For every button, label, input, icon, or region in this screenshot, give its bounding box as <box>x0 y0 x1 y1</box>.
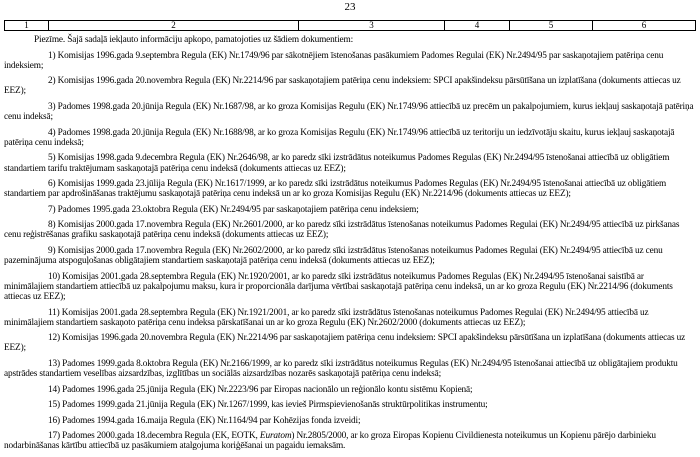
list-item: 4) Padomes 1998.gada 20.jūnija Regula (EK) Nr.1688/98, ar ko groza Komisijas Regulu (EK) Nr.1749/96 attiecībā uz teritoriju un iedzīvotāju skaitu, kurus iekļauj saskaņotajā patēriņa cenu indeksā; <box>4 127 675 148</box>
note-intro: Piezīme. Šajā sadaļā iekļauto informāciju apkopo, pamatojoties uz šādiem dokumentiem: <box>34 35 354 45</box>
list-item: 3) Padomes 1998.gada 20.jūnija Regula (EK) Nr.1687/98, ar ko groza Komisijas Regulu (EK) Nr.1749/96 attiecībā uz precēm un pakalpojumiem, kurus iekļauj saskaņotajā patēriņa cenu indeksā; <box>4 101 694 123</box>
note-body <box>4 35 694 457</box>
column-header: 6 <box>641 20 647 30</box>
list-item: 5) Komisijas 1998.gada 9.decembra Regula (EK) Nr.2646/98, ar ko paredz sīki izstrādātus noteikumus Padomes Regulas (EK) Nr.2494/95 īstenošanai attiecībā uz obligātiem standartiem tarifu traktējumam saskaņotajā patēriņa cenu indeksā (dokuments attiecas uz EEZ); <box>4 153 670 174</box>
column-header: 4 <box>445 21 510 30</box>
list-item: 9) Komisijas 2000.gada 17.novembra Regula (EK) Nr.2602/2000, ar ko paredz sīki izstrādātus īstenošanas noteikumus Padomes Regulai (EK) Nr.2494/95 attiecībā uz cenu pazeminājuma atspoguļošanas obligātajiem standartiem saskaņotajā patēriņa cenu indeksā (dokuments attiecas uz EEZ); <box>4 245 663 267</box>
list-item: 7) Padomes 1995.gada 23.oktobra Regula (EK) Nr.2494/95 par saskaņotajiem patēriņa cenu indeksiem; <box>48 204 419 215</box>
document-list <box>4 51 694 426</box>
list-item: 11) Komisijas 2001.gada 28.septembra Regula (EK) Nr.1921/2001, ar ko paredz sīki izstrādātus īstenošanas noteikumus Padomes Regulai (EK) Nr.2494/95 attiecībā uz minimālajiem standartiem saskaņoto patēriņa cenu indeksa pārskatīšanai un ar ko groza Regulu (EK) Nr.2602/2000 (dokuments attiecas uz EEZ); <box>4 307 649 328</box>
list-item: 15) Padomes 1999.gada 21.jūnija Regula (EK) Nr.1267/1999, kas ievieš Pirmspievienošanās struktūrpolitikas instrumentu; <box>48 400 488 411</box>
list-item-text: ) Nr.2805/2000, ar ko groza Eiropas Kopienu Civildienesta noteikumus un Kopienu pārējo darbinieku nodarbināšanas kārtību attiecībā uz pasākumiem atalgojuma koriģēšanai un pagaidu iemaksām. <box>4 431 656 452</box>
list-item: 16) Padomes 1994.gada 16.maija Regula (EK) Nr.1164/94 par Kohēzijas fonda izveidi; <box>48 415 361 426</box>
list-item: 2) Komisijas 1996.gada 20.novembra Regula (EK) Nr.2214/96 par saskaņotajiem patēriņa cenu indeksiem: SPCI apakšindeksu pārsūtīšana un izplatīšana (dokuments attiecas uz EEZ); <box>4 76 681 97</box>
page-number: 23 <box>344 1 356 13</box>
column-header: 2 <box>49 21 299 30</box>
list-item: 10) Komisijas 2001.gada 28.septembra Regula (EK) Nr.1920/2001, ar ko paredz sīki izstrādātus noteikumus Padomes Regulas (EK) Nr.2494/95 īstenošanai saistībā ar minimālajiem standartiem attiecībā uz pakalpojumu maksu, kura ir proporcionāla darījuma vērtībai saskaņotajā patēriņa cenu indeksā, un ar ko groza Regulu (EK) Nr.2214/96 (dokuments attiecas uz EEZ); <box>4 271 673 303</box>
column-header: 5 <box>510 21 593 30</box>
table-header-row <box>4 20 696 31</box>
column-header: 3 <box>299 21 445 30</box>
list-item <box>4 431 694 451</box>
list-item: 6) Komisijas 1999.gada 23.jūlija Regula (EK) Nr.1617/1999, ar ko paredz sīki izstrādātus noteikumus Padomes Regulas (EK) Nr.2494/95 īstenošanai attiecībā uz obligātiem standartiem par apdrošināšanas traktējumu saskaņotajā patēriņa cenu indeksā un ar ko groza Komisijas Regulu (EK) Nr.2214/96 (dokuments attiecas uz EEZ); <box>4 179 667 200</box>
list-item: 8) Komisijas 2000.gada 17.novembra Regula (EK) Nr.2601/2000, ar ko paredz sīki izstrādātus īstenošanas noteikumus Padomes Regulai (EK) Nr.2494/95 attiecībā uz pirkšanas cenu reģistrēšanas grafiku saskaņotajā patēriņa cenu indeksā (dokuments attiecas uz EEZ); <box>4 220 680 241</box>
list-item: 13) Padomes 1999.gada 8.oktobra Regula (EK) Nr.2166/1999, ar ko paredz sīki izstrādātus noteikumus Regulas (EK) Nr.2494/95 īstenošanai attiecībā uz obligātajiem produktu apstrādes standartiem veselības aizsardzības, izglītības un sociālās aizsardzības nozarēs saskaņotajā patēriņa cenu indeksā; <box>4 358 678 380</box>
list-item-text: 17) Padomes 2000.gada 18.decembra Regula (EK, EOTK, <box>48 431 260 442</box>
list-item: 1) Komisijas 1996.gada 9.septembra Regula (EK) Nr.1749/96 par sākotnējiem īstenošanas pasākumiem Padomes Regulai (EK) Nr.2494/95 par saskaņotajiem patēriņa cenu indeksiem; <box>4 50 664 71</box>
list-item: 12) Komisijas 1996.gada 20.novembra Regula (EK) Nr.2214/96 par saskaņotajiem patēriņa cenu indeksiem: SPCI apakšindeksu pārsūtīšana un izplatīšana (dokuments attiecas uz EEZ); <box>4 333 686 354</box>
list-item: 14) Padomes 1996.gada 25.jūnija Regula (EK) Nr.2223/96 par Eiropas nacionālo un reģionālo kontu sistēmu Kopienā; <box>48 384 473 395</box>
list-item-italic: Euratom <box>259 431 292 442</box>
column-header: 1 <box>5 21 49 30</box>
